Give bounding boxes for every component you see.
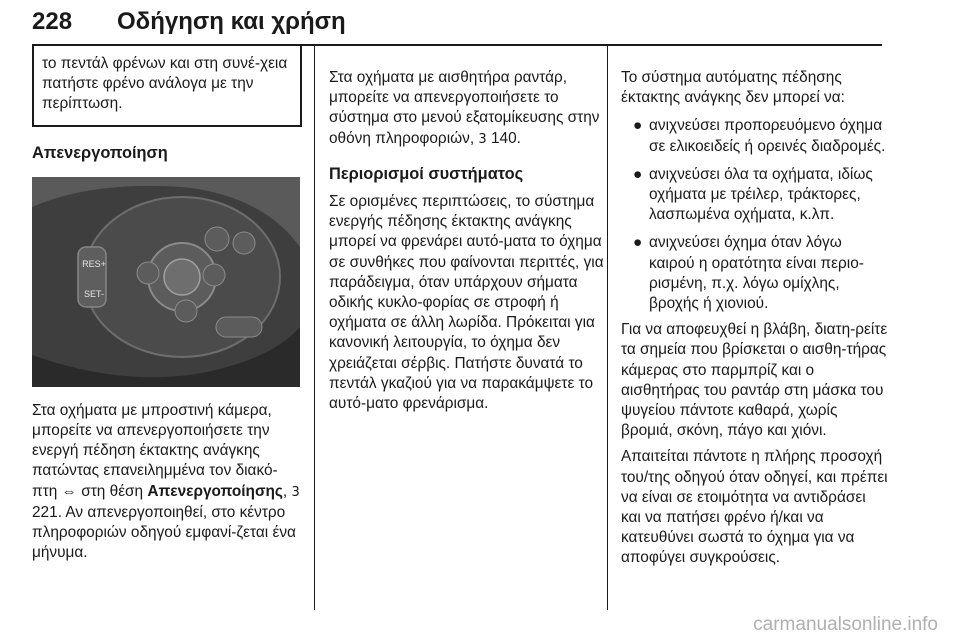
attention-paragraph: Απαιτείται πάντοτε η πλήρης προσοχή του/της οδηγού όταν οδηγεί, και πρέπει να είναι σε ετοιμότητα να αντιδράσει και να πατήσει φρένο ή/και να κατευθύνει σωστά το όχημα για να αποφύγει συγκρούσεις. bbox=[621, 448, 888, 567]
note-text: το πεντάλ φρένων και στη συνέ-χεια πατήστε φρένο ανάλογα με την περίπτωση. bbox=[42, 55, 288, 113]
limitations-paragraph: Σε ορισμένες περιπτώσεις, το σύστημα ενεργής πέδησης έκτακτης ανάγκης μπορεί να φρενάρει αυτό-ματα το όχημα σε συνθήκες που φαίνονται περιττές, για παράδειγμα, όταν υπάρχουν σήματα οδικής κυκλο-φορίας σε στροφή ή οχήματα σε άλλη λωρίδα. Πρόκειται για κανονική λειτουργία, το όχημα δεν χρειάζεται σέρβις. Πατήστε δυνατά το πεντάλ γκαζιού για να παρακάμψετε το αυτό-ματο φρενάρισμα. bbox=[329, 193, 604, 413]
section-heading-limitations: Περιορισμοί συστήματος bbox=[329, 164, 524, 183]
page-title: Οδήγηση και χρήση bbox=[117, 8, 346, 35]
page-header bbox=[32, 0, 882, 44]
deactivation-paragraph: Στα οχήματα με μπροστινή κάμερα, μπορείτε να απενεργοποιήσετε την ενεργή πέδηση έκτακτης ανάγκης πατώντας επανειλημμένα τον διακό-πτη ⇔ στη θέση Απενεργοποίησης, 3 221. Αν απενεργοποιηθεί, στο κέντρο πληροφοριών οδηγού εμφανί-ζεται ένα μήνυμα. bbox=[32, 401, 300, 562]
column-3 bbox=[621, 46, 889, 569]
bullet-icon: ● bbox=[633, 117, 643, 135]
deactivation-bold: Απενεργοποίησης bbox=[147, 482, 283, 500]
page-number: 228 bbox=[32, 8, 73, 35]
column-divider-1 bbox=[314, 46, 315, 610]
page-ref-140[interactable]: 140 bbox=[490, 129, 517, 147]
bullet-icon: ● bbox=[633, 165, 643, 183]
res-label: RES+ bbox=[82, 258, 106, 269]
ref-arrow-icon: 3 bbox=[478, 131, 487, 147]
column-1 bbox=[32, 46, 300, 563]
limitations-intro: Το σύστημα αυτόματης πέδησης έκτακτης ανάγκης δεν μπορεί να: bbox=[621, 69, 845, 107]
list-item: ● ανιχνεύσει όχημα όταν λόγω καιρού η ορατότητα είναι περιο-ρισμένη, π.χ. λόγω ομίχλης, βροχής ή χιονιού. bbox=[633, 234, 864, 313]
list-item: ● ανιχνεύσει προπορευόμενο όχημα σε ελικοειδείς ή ορεινές διαδρομές. bbox=[633, 117, 886, 155]
note-box bbox=[32, 46, 302, 127]
watermark: carmanualsonline.info bbox=[753, 614, 938, 635]
maintenance-paragraph: Για να αποφευχθεί η βλάβη, διατη-ρείτε τα σημεία που βρίσκεται ο αισθη-τήρας κάμερας στο παρμπρίζ και ο αισθητήρας του ραντάρ στη μάσκα του ψυγείου πάντοτε καθαρά, χωρίς βρομιά, σκόνη, πάγο και χιόνι. bbox=[621, 321, 888, 440]
column-divider-2 bbox=[607, 46, 608, 610]
ref-arrow-icon: 3 bbox=[291, 484, 300, 500]
bullet-icon: ● bbox=[633, 234, 643, 252]
steering-wheel-controls-image bbox=[32, 177, 300, 387]
distance-switch-icon: ⇔ bbox=[61, 482, 77, 500]
page-ref-221[interactable]: 221 bbox=[32, 503, 58, 521]
section-heading-deactivation: Απενεργοποίηση bbox=[32, 143, 168, 162]
radar-paragraph: Στα οχήματα με αισθητήρα ραντάρ, μπορείτε να απενεργοποιήσετε το σύστημα στο μενού εξατομίκευσης στην οθόνη πληροφοριών, 3 140. bbox=[329, 69, 600, 147]
column-2 bbox=[329, 46, 605, 414]
list-item: ● ανιχνεύσει όλα τα οχήματα, ιδίως οχήματα με τρέιλερ, τράκτορες, λασπωμένα οχήματα, κ.λπ. bbox=[633, 165, 873, 224]
set-label: SET- bbox=[83, 288, 105, 299]
